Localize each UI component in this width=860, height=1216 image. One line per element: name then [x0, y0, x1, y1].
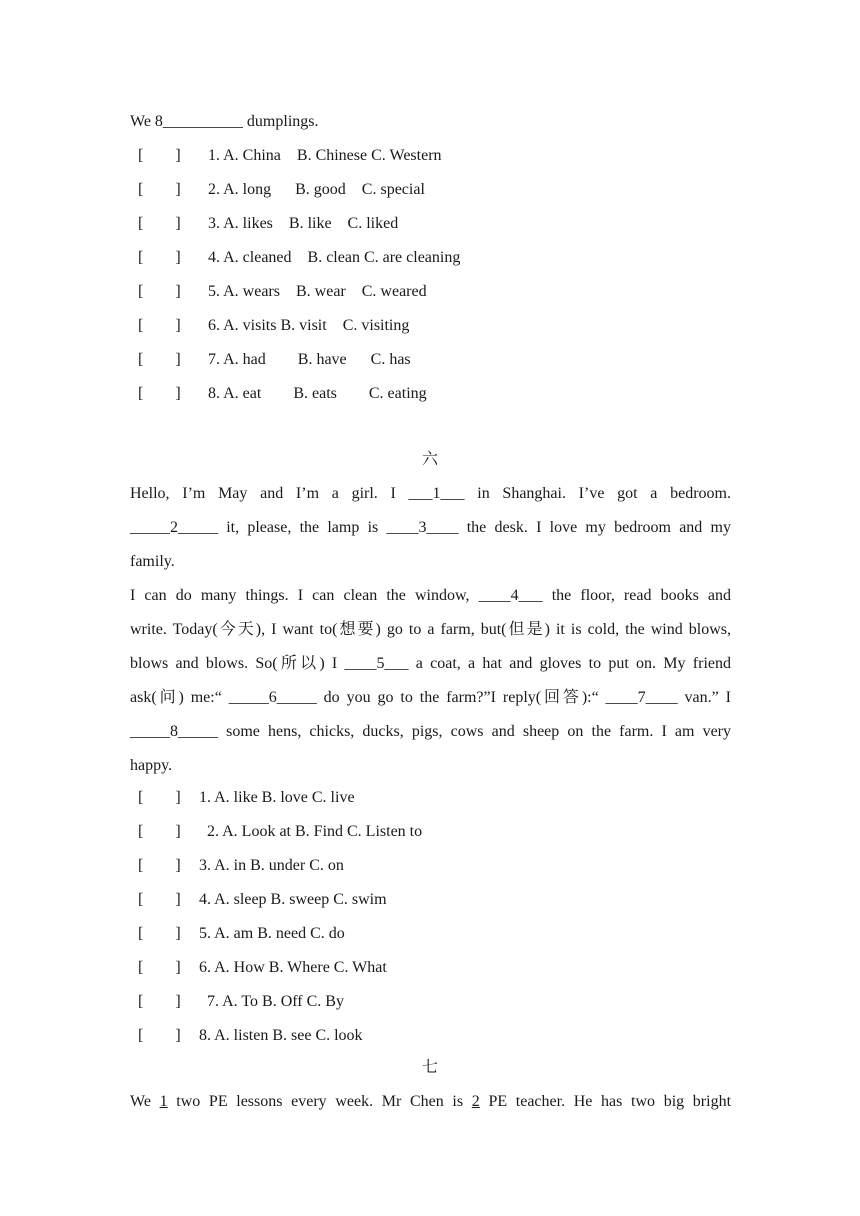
- section7-heading: 七: [421, 1059, 438, 1076]
- text-fragment: two PE lessons every week. Mr Chen is: [176, 1093, 464, 1110]
- passage-line: [130, 586, 731, 606]
- answer-bracket[interactable]: [ ]: [138, 959, 181, 976]
- blank-1: 1: [159, 1093, 168, 1110]
- option-text: 8. A. listen B. see C. look: [199, 1027, 363, 1044]
- answer-bracket[interactable]: [ ]: [138, 1027, 181, 1044]
- option-row: [138, 248, 461, 268]
- answer-bracket[interactable]: [ ]: [138, 181, 181, 198]
- answer-bracket[interactable]: [ ]: [138, 891, 181, 908]
- answer-bracket[interactable]: [ ]: [138, 147, 181, 164]
- option-row: [138, 384, 427, 404]
- option-row: [138, 282, 427, 302]
- option-row: [138, 890, 387, 910]
- answer-bracket[interactable]: [ ]: [138, 993, 181, 1010]
- answer-bracket[interactable]: [ ]: [138, 925, 181, 942]
- option-row: [138, 350, 411, 370]
- option-text: 4. A. sleep B. sweep C. swim: [199, 891, 387, 908]
- answer-bracket[interactable]: [ ]: [138, 857, 181, 874]
- option-text: 6. A. How B. Where C. What: [199, 959, 387, 976]
- option-text: 3. A. in B. under C. on: [199, 857, 344, 874]
- passage-line-text: write. Today(今天), I want to(想要) go to a farm, but(但是) it is cold, the wind blows,: [130, 621, 731, 638]
- option-row: [138, 822, 423, 842]
- blank-2: 2: [471, 1093, 480, 1110]
- option-row: [138, 788, 355, 808]
- option-text: 5. A. wears B. wear C. weared: [208, 283, 427, 300]
- answer-bracket[interactable]: [ ]: [138, 789, 181, 806]
- passage-line-text: blows and blows. So(所以) I ____5___ a coat, a hat and gloves to put on. My friend: [130, 655, 731, 672]
- option-text: 8. A. eat B. eats C. eating: [208, 385, 427, 402]
- passage-line-text: happy.: [130, 757, 173, 774]
- option-text: 5. A. am B. need C. do: [199, 925, 345, 942]
- text-fragment: We: [130, 1093, 151, 1110]
- option-text: 1. A. like B. love C. live: [199, 789, 355, 806]
- option-row: [138, 856, 344, 876]
- option-text: 1. A. China B. Chinese C. Western: [208, 147, 442, 164]
- passage-line: [130, 552, 731, 572]
- passage-line-text: _____2_____ it, please, the lamp is ____3____ the desk. I love my bedroom and my: [130, 519, 731, 536]
- answer-bracket[interactable]: [ ]: [138, 317, 181, 334]
- option-row: [138, 958, 387, 978]
- passage-line-text: ask(问) me:“ _____6_____ do you go to the farm?”I reply(回答):“ ____7____ van.” I: [130, 689, 731, 706]
- passage-line-text: family.: [130, 553, 175, 570]
- passage-line-text: Hello, I’m May and I’m a girl. I ___1___ in Shanghai. I’ve got a bedroom.: [130, 485, 731, 502]
- option-text: 7. A. To B. Off C. By: [199, 993, 344, 1010]
- answer-bracket[interactable]: [ ]: [138, 249, 181, 266]
- option-row: [138, 924, 345, 944]
- passage-line: [130, 722, 731, 742]
- option-text: 3. A. likes B. like C. liked: [208, 215, 399, 232]
- option-text: 2. A. long B. good C. special: [208, 181, 425, 198]
- option-text: 4. A. cleaned B. clean C. are cleaning: [208, 249, 461, 266]
- section5-tail-line: We 8__________ dumplings.: [130, 113, 319, 130]
- option-row: [138, 1026, 363, 1046]
- option-row: [138, 992, 344, 1012]
- answer-bracket[interactable]: [ ]: [138, 351, 181, 368]
- answer-bracket[interactable]: [ ]: [138, 385, 181, 402]
- passage-line: [130, 756, 731, 776]
- passage-line: [130, 484, 731, 504]
- passage-line-text: _____8_____ some hens, chicks, ducks, pigs, cows and sheep on the farm. I am very: [130, 723, 731, 740]
- passage-line-text: I can do many things. I can clean the window, ____4___ the floor, read books and: [130, 587, 731, 604]
- option-row: [138, 180, 425, 200]
- passage-line: [130, 654, 731, 674]
- option-row: [138, 214, 399, 234]
- option-text: 6. A. visits B. visit C. visiting: [208, 317, 410, 334]
- answer-bracket[interactable]: [ ]: [138, 283, 181, 300]
- option-row: [138, 146, 442, 166]
- option-text: 2. A. Look at B. Find C. Listen to: [199, 823, 423, 840]
- passage-line: [130, 518, 731, 538]
- answer-bracket[interactable]: [ ]: [138, 215, 181, 232]
- passage-line: [130, 620, 731, 640]
- passage-line: [130, 688, 731, 708]
- section7-first-line: [130, 1092, 731, 1112]
- option-text: 7. A. had B. have C. has: [208, 351, 411, 368]
- option-row: [138, 316, 410, 336]
- section6-heading: 六: [421, 451, 438, 468]
- answer-bracket[interactable]: [ ]: [138, 823, 181, 840]
- text-fragment: PE teacher. He has two big bright: [488, 1093, 732, 1110]
